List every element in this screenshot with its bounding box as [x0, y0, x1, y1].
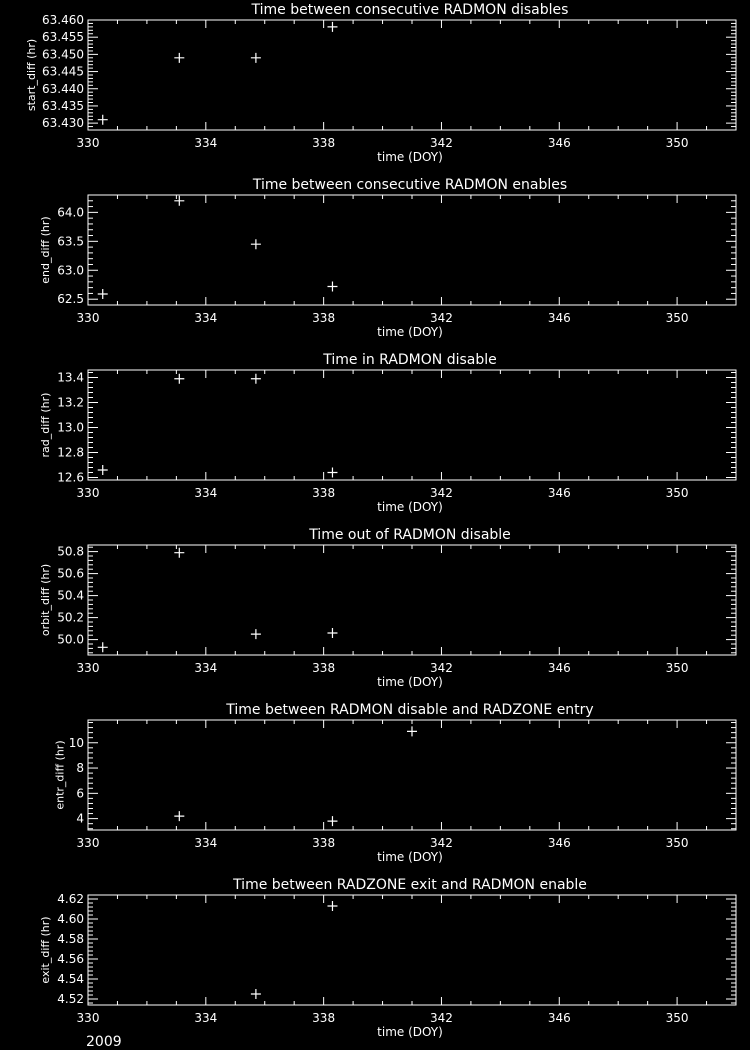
- year-label: 2009: [86, 1034, 122, 1050]
- data-point: [98, 642, 108, 652]
- x-tick-label: 334: [194, 486, 218, 500]
- x-tick-label: 338: [312, 661, 336, 675]
- y-tick-label: 50.4: [57, 588, 84, 603]
- x-tick-label: 334: [194, 136, 218, 150]
- x-tick-label: 346: [547, 836, 571, 850]
- x-tick-label: 342: [430, 486, 453, 500]
- x-tick-label: 350: [665, 836, 689, 850]
- x-tick-label: 330: [76, 486, 100, 500]
- data-point: [327, 281, 337, 291]
- y-tick-label: 63.435: [42, 98, 84, 113]
- chart-panel-1: [25, 2, 736, 164]
- y-tick-label: 13.4: [57, 370, 84, 385]
- y-tick-label: 4.52: [57, 992, 84, 1006]
- data-point: [174, 374, 184, 384]
- x-axis-label: time (DOY): [377, 325, 443, 339]
- y-tick-label: 8: [76, 761, 84, 776]
- x-axis-label: time (DOY): [377, 675, 443, 689]
- y-tick-label: 12.8: [57, 445, 84, 460]
- x-tick-label: 334: [194, 661, 218, 675]
- data-point: [327, 468, 337, 478]
- x-tick-label: 330: [76, 136, 100, 150]
- x-tick-label: 330: [76, 1011, 100, 1025]
- y-tick-label: 63.455: [42, 30, 84, 45]
- x-tick-label: 350: [665, 136, 689, 150]
- x-tick-label: 350: [665, 311, 689, 325]
- y-tick-label: 4.58: [57, 932, 84, 946]
- chart-panel-3: [39, 352, 736, 514]
- y-tick-label: 64.0: [57, 205, 84, 220]
- y-axis-label: start_diff (hr): [24, 38, 38, 112]
- y-tick-label: 4.56: [57, 952, 84, 966]
- data-point: [174, 548, 184, 558]
- x-tick-label: 342: [430, 1011, 453, 1025]
- data-point: [327, 901, 337, 911]
- data-point: [251, 374, 261, 384]
- x-axis-label: time (DOY): [377, 150, 443, 164]
- x-tick-label: 346: [547, 486, 571, 500]
- y-tick-label: 10: [68, 735, 84, 750]
- y-axis-label: orbit_diff (hr): [39, 563, 53, 637]
- chart-title: Time between RADZONE exit and RADMON enable: [233, 877, 587, 893]
- plot-frame: [88, 895, 736, 1005]
- x-axis-label: time (DOY): [377, 850, 443, 864]
- x-tick-label: 346: [547, 1011, 571, 1025]
- y-tick-label: 4: [76, 811, 84, 826]
- chart-title: Time out of RADMON disable: [309, 527, 511, 543]
- data-point: [251, 989, 261, 999]
- plot-frame: [88, 370, 736, 480]
- x-tick-label: 350: [665, 1011, 689, 1025]
- x-tick-label: 338: [312, 486, 336, 500]
- chart-panel-4: [39, 527, 736, 689]
- data-point: [98, 115, 108, 125]
- x-tick-label: 334: [194, 1011, 218, 1025]
- y-tick-label: 63.0: [57, 263, 84, 278]
- x-tick-label: 342: [430, 661, 453, 675]
- x-tick-label: 330: [76, 311, 100, 325]
- x-tick-label: 338: [312, 311, 336, 325]
- y-tick-label: 63.5: [57, 234, 84, 249]
- chart-title: Time between consecutive RADMON disables: [251, 2, 569, 18]
- y-tick-label: 63.450: [42, 47, 84, 62]
- y-tick-label: 50.6: [57, 566, 84, 581]
- x-tick-label: 338: [312, 136, 336, 150]
- data-point: [98, 289, 108, 299]
- x-tick-label: 338: [312, 1011, 336, 1025]
- x-tick-label: 338: [312, 836, 336, 850]
- x-axis-label: time (DOY): [377, 500, 443, 514]
- y-tick-label: 4.62: [57, 892, 84, 906]
- y-tick-label: 63.440: [42, 81, 84, 96]
- y-tick-label: 50.2: [57, 610, 84, 625]
- x-tick-label: 346: [547, 311, 571, 325]
- data-point: [251, 239, 261, 249]
- x-tick-label: 330: [76, 661, 100, 675]
- y-tick-label: 50.0: [57, 632, 84, 647]
- y-axis-label: entr_diff (hr): [53, 740, 67, 810]
- data-point: [251, 53, 261, 63]
- y-tick-label: 63.460: [42, 13, 84, 27]
- plot-frame: [88, 545, 736, 655]
- y-tick-label: 62.5: [57, 292, 84, 307]
- plot-frame: [88, 195, 736, 305]
- chart-title: Time between RADMON disable and RADZONE entry: [226, 702, 594, 718]
- data-point: [98, 465, 108, 475]
- x-tick-label: 346: [547, 661, 571, 675]
- chart-panel-5: [54, 702, 736, 864]
- y-tick-label: 13.2: [57, 395, 84, 410]
- chart-panel-6: [39, 877, 736, 1039]
- x-tick-label: 330: [76, 836, 100, 850]
- data-point: [327, 628, 337, 638]
- plot-frame: [88, 720, 736, 830]
- x-tick-label: 334: [194, 311, 218, 325]
- x-tick-label: 346: [547, 136, 571, 150]
- chart-panel-2: [39, 177, 736, 339]
- y-tick-label: 13.0: [57, 420, 84, 435]
- data-point: [327, 816, 337, 826]
- chart-title: Time in RADMON disable: [323, 352, 497, 368]
- y-axis-label: exit_diff (hr): [39, 916, 53, 984]
- data-point: [407, 726, 417, 736]
- data-point: [251, 629, 261, 639]
- y-tick-label: 63.430: [42, 116, 84, 131]
- data-point: [327, 22, 337, 32]
- x-tick-label: 342: [430, 136, 453, 150]
- data-point: [174, 196, 184, 206]
- chart-title: Time between consecutive RADMON enables: [252, 177, 568, 193]
- y-tick-label: 50.8: [57, 544, 84, 559]
- x-axis-label: time (DOY): [377, 1025, 443, 1039]
- y-tick-label: 4.60: [57, 912, 84, 926]
- x-tick-label: 350: [665, 486, 689, 500]
- y-tick-label: 63.445: [42, 64, 84, 79]
- y-axis-label: end_diff (hr): [39, 216, 53, 284]
- x-tick-label: 334: [194, 836, 218, 850]
- plot-frame: [88, 20, 736, 130]
- x-tick-label: 342: [430, 311, 453, 325]
- data-point: [174, 53, 184, 63]
- y-tick-label: 12.6: [57, 470, 84, 485]
- y-axis-label: rad_diff (hr): [39, 392, 53, 458]
- y-tick-label: 4.54: [57, 972, 84, 986]
- x-tick-label: 350: [665, 661, 689, 675]
- x-tick-label: 342: [430, 836, 453, 850]
- data-point: [174, 811, 184, 821]
- y-tick-label: 6: [76, 786, 84, 801]
